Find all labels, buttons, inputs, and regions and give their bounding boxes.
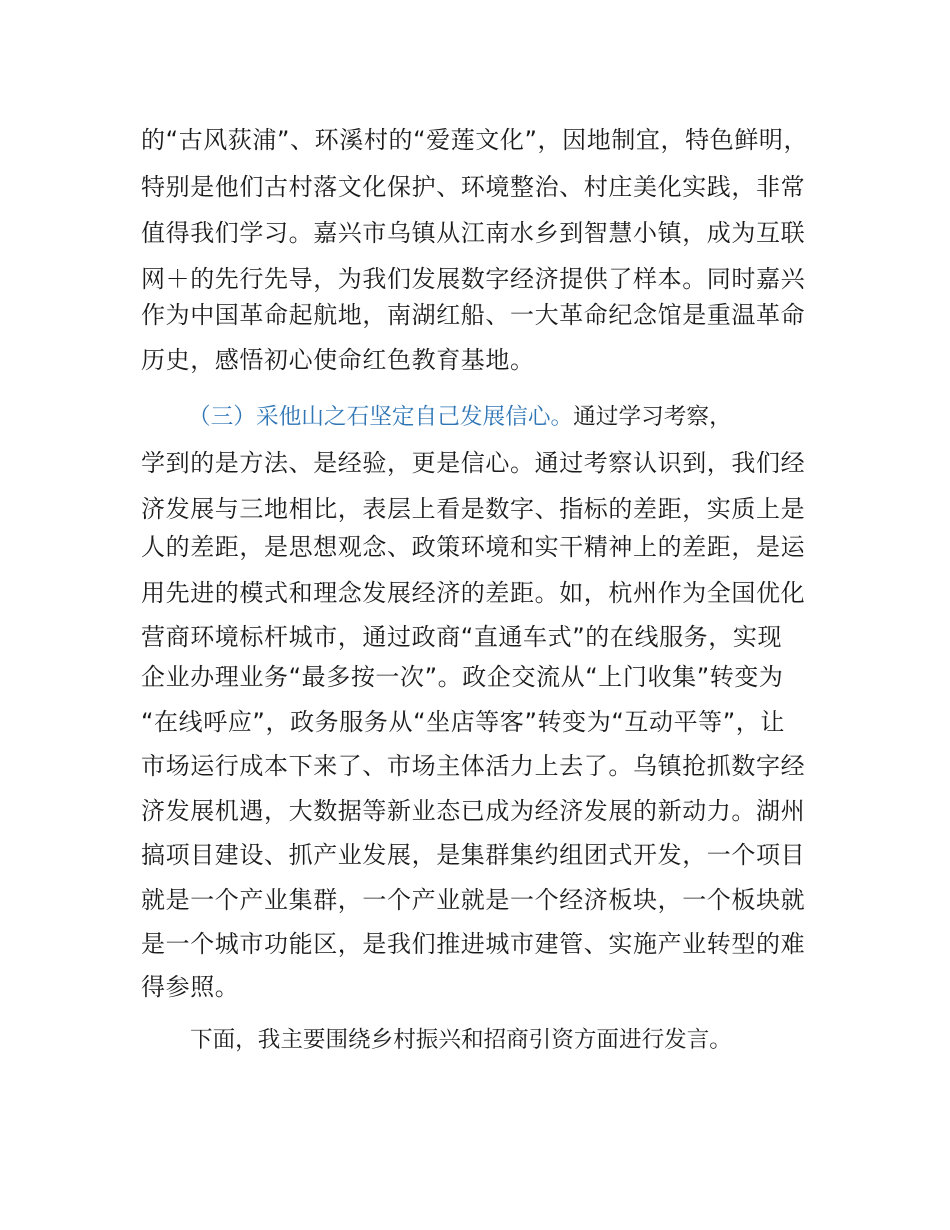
text-line: 用先进的模式和理念发展经济的差距。如，杭州作为全国优化 bbox=[141, 579, 806, 607]
text-line: 的“古风荻浦”、环溪村的“爱莲文化”，因地制宜，特色鲜明， bbox=[141, 126, 809, 154]
text-line: 作为中国革命起航地，南湖红船、一大革命纪念馆是重温革命 bbox=[141, 301, 806, 329]
heading-line-rest: 通过学习考察， bbox=[573, 404, 732, 430]
text-line: 下面，我主要围绕乡村振兴和招商引资方面进行发言。 bbox=[190, 1027, 732, 1053]
text-line: 得参照。 bbox=[141, 973, 240, 1001]
text-line bbox=[188, 400, 868, 434]
text-line: 历史，感悟初心使命红色教育基地。 bbox=[141, 346, 535, 374]
text-line: 济发展机遇，大数据等新业态已成为经济发展的新动力。湖州 bbox=[141, 797, 806, 825]
text-line: 值得我们学习。嘉兴市乌镇从江南水乡到智慧小镇，成为互联 bbox=[141, 219, 806, 247]
text-line: 网＋的先行先导，为我们发展数字经济提供了样本。同时嘉兴 bbox=[141, 265, 806, 293]
text-line: 学到的是方法、是经验，更是信心。通过考察认识到，我们经 bbox=[141, 449, 806, 477]
text-line: 市场运行成本下来了、市场主体活力上去了。乌镇抢抓数字经 bbox=[141, 752, 806, 780]
text-line: 济发展与三地相比，表层上看是数字、指标的差距，实质上是 bbox=[141, 495, 806, 523]
text-line: 就是一个产业集群，一个产业就是一个经济板块，一个板块就 bbox=[141, 886, 806, 914]
section-heading: （三）采他山之石坚定自己发展信心。 bbox=[188, 404, 574, 430]
text-line: “在线呼应”，政务服务从“坐店等客”转变为“互动平等”，让 bbox=[141, 708, 785, 736]
text-line: 营商环境标杆城市，通过政商“直通车式”的在线服务，实现 bbox=[141, 623, 783, 651]
text-line: 企业办理业务“最多按一次”。政企交流从“上门收集”转变为 bbox=[141, 663, 784, 691]
text-line: 人的差距，是思想观念、政策环境和实干精神上的差距，是运 bbox=[141, 533, 806, 561]
text-line: 搞项目建设、抓产业发展，是集群集约组团式开发，一个项目 bbox=[141, 841, 806, 869]
text-line: 特别是他们古村落文化保护、环境整治、村庄美化实践，非常 bbox=[141, 173, 806, 201]
text-line: 是一个城市功能区，是我们推进城市建管、实施产业转型的难 bbox=[141, 930, 806, 958]
